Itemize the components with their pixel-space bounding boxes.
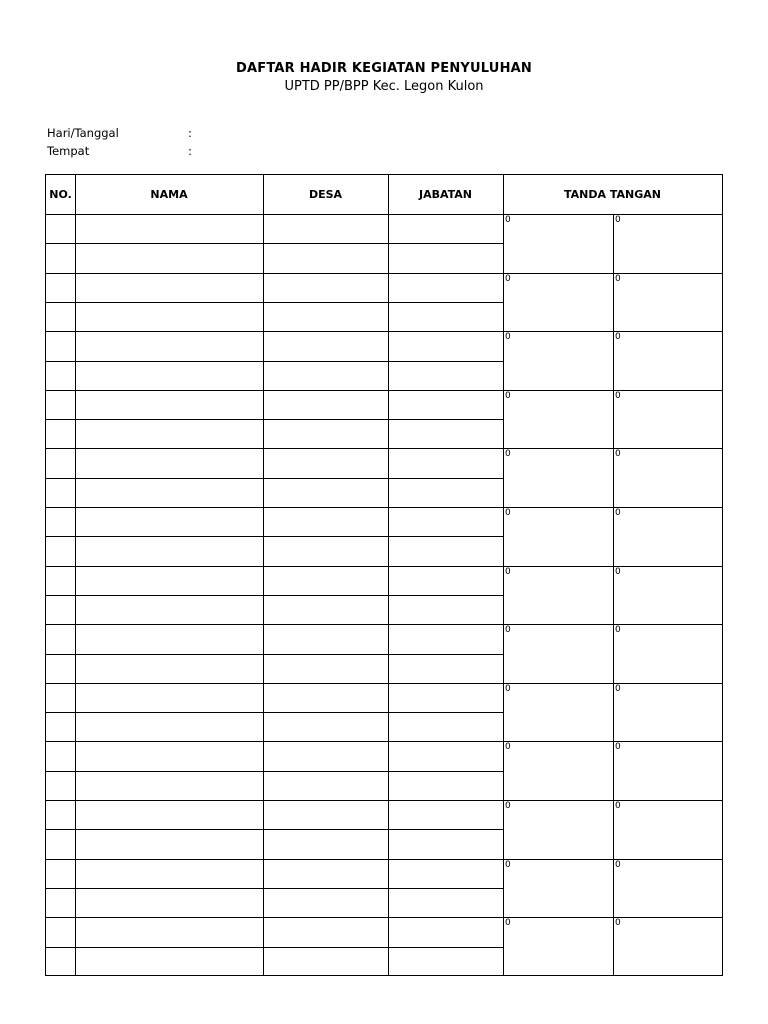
header-nama: NAMA [150,188,188,201]
signature-cell-mark: 0 [505,274,511,284]
column-divider [75,175,76,975]
meta-colon-date: : [188,126,192,140]
row-divider [46,361,503,362]
signature-cell-mark: 0 [615,860,621,870]
signature-cell-mark: 0 [505,860,511,870]
row-divider [46,712,503,713]
signature-cell-mark: 0 [505,801,511,811]
signature-cell-mark: 0 [615,332,621,342]
signature-cell-mark: 0 [505,215,511,225]
signature-divider [613,214,614,975]
signature-cell-mark: 0 [505,684,511,694]
meta-colon-place: : [188,144,192,158]
signature-cell-mark: 0 [505,567,511,577]
signature-cell-mark: 0 [615,391,621,401]
meta-label-place: Tempat [47,144,90,158]
meta-label-date: Hari/Tanggal [47,126,119,140]
column-divider [503,175,504,975]
signature-cell-mark: 0 [615,918,621,928]
row-divider [46,947,503,948]
signature-cell-mark: 0 [505,625,511,635]
header-desa: DESA [308,188,343,201]
document-subtitle: UPTD PP/BPP Kec. Legon Kulon [284,79,484,94]
signature-cell-mark: 0 [505,332,511,342]
signature-cell-mark: 0 [505,391,511,401]
row-divider [46,478,503,479]
row-divider [46,771,503,772]
row-divider [46,302,503,303]
signature-cell-mark: 0 [615,684,621,694]
signature-cell-mark: 0 [615,449,621,459]
signature-cell-mark: 0 [615,625,621,635]
signature-cell-mark: 0 [615,274,621,284]
row-divider [46,419,503,420]
signature-cell-mark: 0 [505,449,511,459]
row-divider [46,536,503,537]
row-divider [46,654,503,655]
signature-cell-mark: 0 [615,508,621,518]
row-divider [46,888,503,889]
attendance-table [45,174,723,976]
header-jabatan: JABATAN [418,188,473,201]
row-divider [46,829,503,830]
column-divider [388,175,389,975]
signature-cell-mark: 0 [505,742,511,752]
signature-cell-mark: 0 [615,567,621,577]
signature-cell-mark: 0 [505,508,511,518]
header-no: NO. [49,188,72,201]
signature-cell-mark: 0 [615,801,621,811]
header-tanda-tangan: TANDA TANGAN [564,188,661,201]
signature-cell-mark: 0 [615,215,621,225]
signature-cell-mark: 0 [505,918,511,928]
row-divider [46,595,503,596]
document-title: DAFTAR HADIR KEGIATAN PENYULUHAN [236,61,532,76]
row-divider [46,243,503,244]
column-divider [263,175,264,975]
signature-cell-mark: 0 [615,742,621,752]
